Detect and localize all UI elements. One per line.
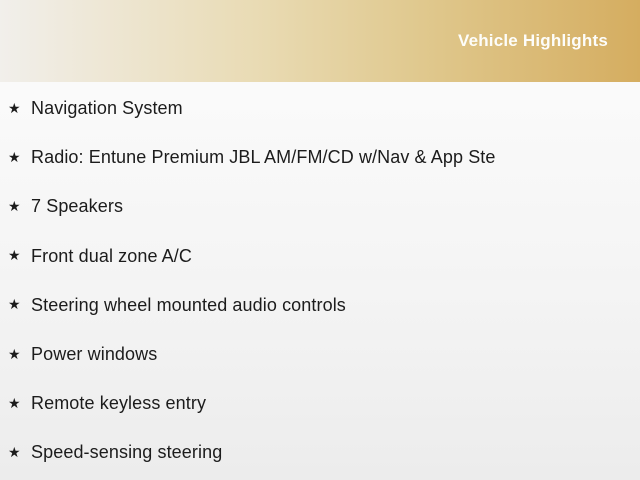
list-item (0, 379, 640, 428)
vehicle-highlights-list (0, 82, 640, 478)
list-item (0, 428, 640, 477)
star-icon: ★ (8, 148, 21, 165)
list-item (0, 330, 640, 379)
list-item-label: Speed-sensing steering (31, 442, 223, 463)
list-item-label: 7 Speakers (31, 196, 124, 217)
star-icon: ★ (8, 197, 21, 214)
list-item (0, 133, 640, 182)
star-icon: ★ (8, 443, 21, 460)
star-icon: ★ (8, 345, 21, 362)
list-item (0, 182, 640, 231)
vehicle-highlights-header (0, 0, 640, 82)
list-item-label: Navigation System (31, 98, 183, 119)
star-icon: ★ (8, 394, 21, 411)
list-item (0, 281, 640, 330)
list-item-label: Steering wheel mounted audio controls (31, 294, 346, 315)
page-title: Vehicle Highlights (457, 31, 608, 50)
list-item-label: Front dual zone A/C (31, 245, 192, 266)
list-item-label: Radio: Entune Premium JBL AM/FM/CD w/Nav & App Ste (31, 147, 496, 168)
star-icon: ★ (8, 247, 21, 264)
list-item-label: Remote keyless entry (31, 393, 207, 414)
list-item (0, 232, 640, 281)
star-icon: ★ (8, 99, 21, 116)
list-item-label: Power windows (31, 344, 158, 365)
list-item (0, 84, 640, 133)
star-icon: ★ (8, 296, 21, 313)
